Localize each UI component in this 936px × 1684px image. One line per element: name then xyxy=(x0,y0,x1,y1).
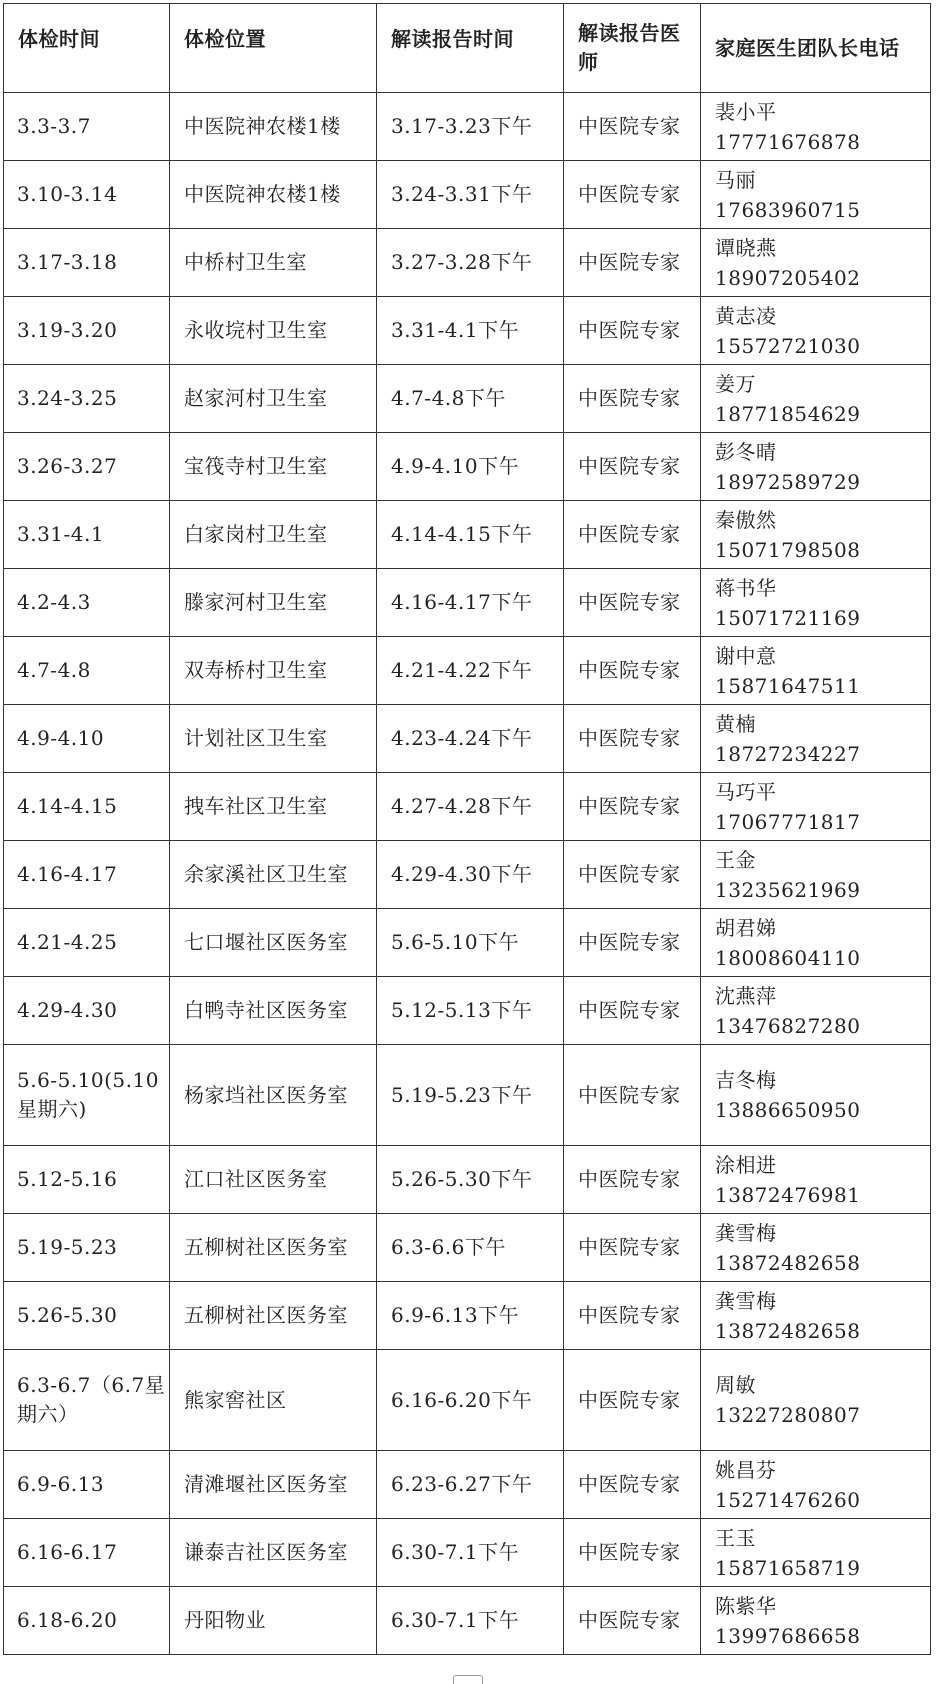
team-leader-name: 陈紫华 xyxy=(715,1593,777,1618)
cell-report-time: 5.26-5.30下午 xyxy=(377,1146,564,1214)
cell-report-doctor: 中医院专家 xyxy=(564,841,701,909)
cell-checkup-date: 3.17-3.18 xyxy=(4,229,170,297)
cell-report-doctor: 中医院专家 xyxy=(564,1282,701,1350)
team-leader-phone: 18972589729 xyxy=(715,469,861,494)
cell-report-time: 4.23-4.24下午 xyxy=(377,705,564,773)
team-leader-phone: 18008604110 xyxy=(715,945,861,970)
cell-team-leader xyxy=(701,1045,931,1146)
team-leader-phone: 13235621969 xyxy=(715,877,861,902)
cell-team-leader xyxy=(701,637,931,705)
cell-report-time: 5.6-5.10下午 xyxy=(377,909,564,977)
cell-report-doctor: 中医院专家 xyxy=(564,1451,701,1519)
page-corner-marker xyxy=(453,1675,483,1684)
team-leader-name: 姚昌芬 xyxy=(715,1457,777,1482)
team-leader-name: 马巧平 xyxy=(715,779,777,804)
cell-report-doctor: 中医院专家 xyxy=(564,501,701,569)
cell-team-leader xyxy=(701,1146,931,1214)
cell-report-time: 4.27-4.28下午 xyxy=(377,773,564,841)
cell-checkup-location: 白鸭寺社区医务室 xyxy=(170,977,377,1045)
header-checkup-location: 体检位置 xyxy=(170,4,377,93)
team-leader-phone: 17067771817 xyxy=(715,809,861,834)
cell-checkup-date: 5.19-5.23 xyxy=(4,1214,170,1282)
cell-checkup-location: 拽车社区卫生室 xyxy=(170,773,377,841)
cell-report-doctor: 中医院专家 xyxy=(564,1146,701,1214)
cell-report-time: 4.7-4.8下午 xyxy=(377,365,564,433)
cell-report-time: 6.30-7.1下午 xyxy=(377,1587,564,1655)
team-leader-name: 胡君娣 xyxy=(715,915,777,940)
team-leader-phone: 15271476260 xyxy=(715,1487,861,1512)
cell-checkup-date: 3.24-3.25 xyxy=(4,365,170,433)
cell-checkup-location: 白家岗村卫生室 xyxy=(170,501,377,569)
header-checkup-date: 体检时间 xyxy=(4,4,170,93)
cell-report-time: 3.24-3.31下午 xyxy=(377,161,564,229)
team-leader-phone: 13872482658 xyxy=(715,1318,861,1343)
cell-checkup-date: 4.7-4.8 xyxy=(4,637,170,705)
cell-team-leader xyxy=(701,773,931,841)
team-leader-phone: 13872482658 xyxy=(715,1250,861,1275)
cell-checkup-date: 4.29-4.30 xyxy=(4,977,170,1045)
team-leader-name: 黄志凌 xyxy=(715,303,777,328)
table-row xyxy=(4,365,931,433)
team-leader-phone: 15071721169 xyxy=(715,605,861,630)
cell-team-leader xyxy=(701,1350,931,1451)
cell-report-doctor: 中医院专家 xyxy=(564,705,701,773)
cell-report-doctor: 中医院专家 xyxy=(564,229,701,297)
team-leader-name: 周敏 xyxy=(715,1373,756,1397)
cell-checkup-date: 6.18-6.20 xyxy=(4,1587,170,1655)
cell-report-time: 6.30-7.1下午 xyxy=(377,1519,564,1587)
cell-report-time: 4.9-4.10下午 xyxy=(377,433,564,501)
cell-team-leader xyxy=(701,93,931,161)
cell-checkup-location: 江口社区医务室 xyxy=(170,1146,377,1214)
cell-checkup-location: 滕家河村卫生室 xyxy=(170,569,377,637)
team-leader-name: 姜万 xyxy=(715,371,756,396)
cell-checkup-date: 3.3-3.7 xyxy=(4,93,170,161)
team-leader-name: 谭晓燕 xyxy=(715,235,777,260)
table-row xyxy=(4,297,931,365)
cell-team-leader xyxy=(701,1587,931,1655)
cell-report-time: 6.23-6.27下午 xyxy=(377,1451,564,1519)
cell-report-doctor: 中医院专家 xyxy=(564,161,701,229)
team-leader-phone: 13886650950 xyxy=(715,1098,861,1122)
table-row xyxy=(4,569,931,637)
cell-checkup-date: 6.3-6.7（6.7星期六） xyxy=(4,1350,170,1451)
table-row xyxy=(4,977,931,1045)
cell-checkup-date: 6.9-6.13 xyxy=(4,1451,170,1519)
table-row xyxy=(4,1282,931,1350)
team-leader-name: 裴小平 xyxy=(715,99,777,124)
cell-report-doctor: 中医院专家 xyxy=(564,1045,701,1146)
team-leader-phone: 18771854629 xyxy=(715,401,861,426)
team-leader-name: 王玉 xyxy=(715,1525,756,1550)
cell-report-time: 3.27-3.28下午 xyxy=(377,229,564,297)
cell-report-doctor: 中医院专家 xyxy=(564,569,701,637)
cell-checkup-date: 5.26-5.30 xyxy=(4,1282,170,1350)
cell-report-doctor: 中医院专家 xyxy=(564,1214,701,1282)
cell-checkup-location: 赵家河村卫生室 xyxy=(170,365,377,433)
team-leader-phone: 15572721030 xyxy=(715,333,861,358)
cell-team-leader xyxy=(701,977,931,1045)
table-row xyxy=(4,705,931,773)
team-leader-phone: 18727234227 xyxy=(715,741,861,766)
cell-checkup-location: 熊家窖社区 xyxy=(170,1350,377,1451)
table-row xyxy=(4,1587,931,1655)
team-leader-name: 龚雪梅 xyxy=(715,1220,777,1245)
cell-checkup-location: 丹阳物业 xyxy=(170,1587,377,1655)
cell-team-leader xyxy=(701,297,931,365)
table-row xyxy=(4,637,931,705)
header-report-doctor: 解读报告医师 xyxy=(564,4,701,93)
team-leader-name: 彭冬晴 xyxy=(715,439,777,464)
cell-team-leader xyxy=(701,705,931,773)
cell-report-time: 4.16-4.17下午 xyxy=(377,569,564,637)
team-leader-phone: 13476827280 xyxy=(715,1013,861,1038)
team-leader-name: 吉冬梅 xyxy=(715,1068,777,1092)
cell-checkup-date: 3.19-3.20 xyxy=(4,297,170,365)
cell-checkup-location: 七口堰社区医务室 xyxy=(170,909,377,977)
cell-checkup-date: 3.31-4.1 xyxy=(4,501,170,569)
cell-report-time: 4.29-4.30下午 xyxy=(377,841,564,909)
cell-team-leader xyxy=(701,365,931,433)
cell-checkup-location: 中医院神农楼1楼 xyxy=(170,161,377,229)
team-leader-phone: 17771676878 xyxy=(715,129,861,154)
cell-team-leader xyxy=(701,841,931,909)
table-row xyxy=(4,1045,931,1146)
table-row xyxy=(4,161,931,229)
cell-checkup-date: 3.26-3.27 xyxy=(4,433,170,501)
table-row xyxy=(4,93,931,161)
cell-checkup-location: 中医院神农楼1楼 xyxy=(170,93,377,161)
cell-team-leader xyxy=(701,433,931,501)
cell-checkup-date: 3.10-3.14 xyxy=(4,161,170,229)
table-row xyxy=(4,1146,931,1214)
cell-checkup-location: 计划社区卫生室 xyxy=(170,705,377,773)
team-leader-phone: 13227280807 xyxy=(715,1403,861,1427)
cell-report-doctor: 中医院专家 xyxy=(564,773,701,841)
table-row xyxy=(4,773,931,841)
cell-report-doctor: 中医院专家 xyxy=(564,909,701,977)
cell-checkup-date: 4.9-4.10 xyxy=(4,705,170,773)
table-row xyxy=(4,1519,931,1587)
table-row xyxy=(4,841,931,909)
cell-team-leader xyxy=(701,501,931,569)
cell-checkup-location: 五柳树社区医务室 xyxy=(170,1282,377,1350)
cell-checkup-location: 宝筏寺村卫生室 xyxy=(170,433,377,501)
team-leader-phone: 18907205402 xyxy=(715,265,861,290)
team-leader-name: 沈燕萍 xyxy=(715,983,777,1008)
cell-checkup-date: 4.14-4.15 xyxy=(4,773,170,841)
team-leader-phone: 15071798508 xyxy=(715,537,861,562)
cell-checkup-date: 4.16-4.17 xyxy=(4,841,170,909)
cell-report-doctor: 中医院专家 xyxy=(564,1519,701,1587)
team-leader-name: 蒋书华 xyxy=(715,575,777,600)
cell-report-time: 5.12-5.13下午 xyxy=(377,977,564,1045)
cell-checkup-date: 6.16-6.17 xyxy=(4,1519,170,1587)
team-leader-name: 秦傲然 xyxy=(715,507,777,532)
cell-report-time: 4.14-4.15下午 xyxy=(377,501,564,569)
cell-checkup-location: 中桥村卫生室 xyxy=(170,229,377,297)
cell-team-leader xyxy=(701,1282,931,1350)
header-report-time: 解读报告时间 xyxy=(377,4,564,93)
cell-checkup-date: 4.2-4.3 xyxy=(4,569,170,637)
header-team-leader-phone: 家庭医生团队长电话 xyxy=(701,4,931,93)
cell-report-doctor: 中医院专家 xyxy=(564,365,701,433)
cell-report-time: 6.3-6.6下午 xyxy=(377,1214,564,1282)
cell-report-doctor: 中医院专家 xyxy=(564,297,701,365)
cell-report-time: 3.17-3.23下午 xyxy=(377,93,564,161)
cell-checkup-date: 5.12-5.16 xyxy=(4,1146,170,1214)
cell-checkup-location: 余家溪社区卫生室 xyxy=(170,841,377,909)
cell-checkup-location: 清滩堰社区医务室 xyxy=(170,1451,377,1519)
cell-report-time: 6.9-6.13下午 xyxy=(377,1282,564,1350)
cell-team-leader xyxy=(701,1451,931,1519)
cell-report-doctor: 中医院专家 xyxy=(564,637,701,705)
team-leader-name: 王金 xyxy=(715,847,756,872)
cell-checkup-location: 双寿桥村卫生室 xyxy=(170,637,377,705)
team-leader-name: 涂相进 xyxy=(715,1152,777,1177)
cell-report-time: 6.16-6.20下午 xyxy=(377,1350,564,1451)
table-row xyxy=(4,1451,931,1519)
cell-checkup-date: 4.21-4.25 xyxy=(4,909,170,977)
table-row xyxy=(4,1214,931,1282)
team-leader-phone: 15871658719 xyxy=(715,1555,861,1580)
cell-report-doctor: 中医院专家 xyxy=(564,1350,701,1451)
cell-team-leader xyxy=(701,229,931,297)
cell-team-leader xyxy=(701,161,931,229)
cell-checkup-location: 杨家垱社区医务室 xyxy=(170,1045,377,1146)
cell-team-leader xyxy=(701,1519,931,1587)
team-leader-name: 谢中意 xyxy=(715,643,777,668)
cell-checkup-date: 5.6-5.10(5.10星期六) xyxy=(4,1045,170,1146)
team-leader-name: 黄楠 xyxy=(715,711,756,736)
cell-report-time: 5.19-5.23下午 xyxy=(377,1045,564,1146)
cell-checkup-location: 五柳树社区医务室 xyxy=(170,1214,377,1282)
cell-team-leader xyxy=(701,909,931,977)
cell-report-doctor: 中医院专家 xyxy=(564,977,701,1045)
checkup-schedule-table xyxy=(3,3,931,1655)
table-row xyxy=(4,909,931,977)
team-leader-phone: 15871647511 xyxy=(715,673,861,698)
table-row xyxy=(4,433,931,501)
cell-report-time: 4.21-4.22下午 xyxy=(377,637,564,705)
cell-checkup-location: 永收垸村卫生室 xyxy=(170,297,377,365)
team-leader-name: 马丽 xyxy=(715,167,756,192)
table-row xyxy=(4,501,931,569)
team-leader-name: 龚雪梅 xyxy=(715,1288,777,1313)
team-leader-phone: 13872476981 xyxy=(715,1182,861,1207)
cell-report-doctor: 中医院专家 xyxy=(564,1587,701,1655)
table-row xyxy=(4,229,931,297)
cell-report-doctor: 中医院专家 xyxy=(564,433,701,501)
cell-team-leader xyxy=(701,569,931,637)
cell-team-leader xyxy=(701,1214,931,1282)
team-leader-phone: 13997686658 xyxy=(715,1623,861,1648)
team-leader-phone: 17683960715 xyxy=(715,197,861,222)
cell-checkup-location: 谦泰吉社区医务室 xyxy=(170,1519,377,1587)
cell-report-time: 3.31-4.1下午 xyxy=(377,297,564,365)
table-row xyxy=(4,1350,931,1451)
cell-report-doctor: 中医院专家 xyxy=(564,93,701,161)
table-header-row xyxy=(4,4,931,93)
